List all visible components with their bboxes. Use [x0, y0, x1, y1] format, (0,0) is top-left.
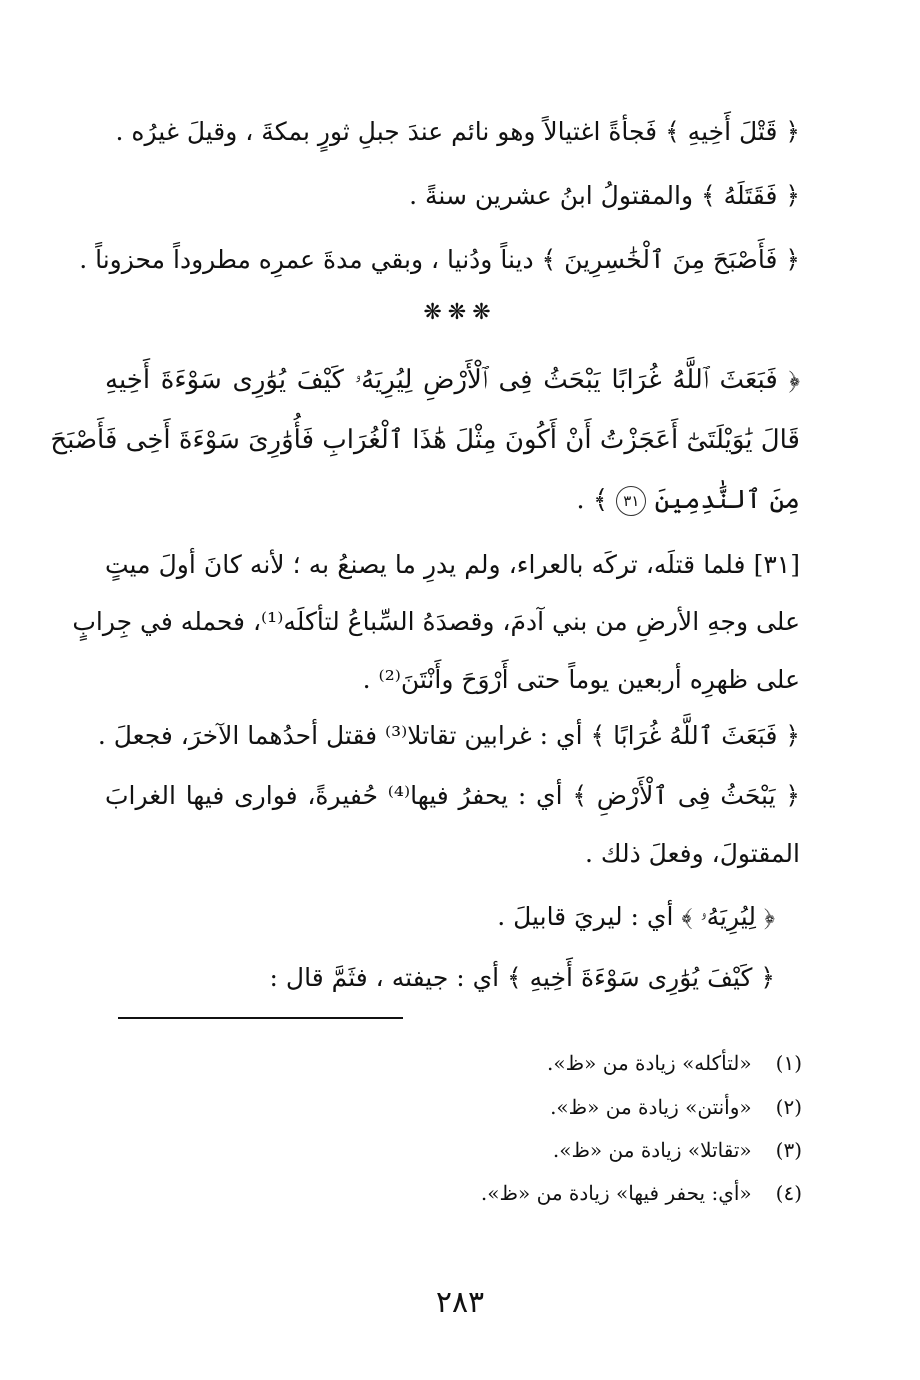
footnote-number: (٣)	[775, 1138, 802, 1162]
footnote	[481, 1178, 802, 1208]
footnote-text: «أي: يحفر فيها» زيادة من «ظ».	[480, 1181, 752, 1205]
commentary-line: على وجهِ الأرضِ من بني آدمَ، وقصدَهُ السِّباعُ لتأكلَه⁽¹⁾، فحمله في جِرابٍ	[72, 607, 800, 636]
verse-text: مِنَ ٱلنَّٰدِمِينَ	[654, 485, 800, 515]
tafsir-line: ﴿ قَتْلَ أَخِيهِ ﴾ فَجأةً اغتيالاً وهو نائم عندَ جبلِ ثورٍ بمكةَ ، وقيلَ غيرُه .	[115, 117, 800, 146]
page-number: ٢٨٣	[435, 1285, 485, 1320]
ayah-number-mark: ٣١	[616, 486, 646, 516]
commentary-line: ﴿ لِيُرِيَهُۥ ﴾ أي : ليريَ قابيلَ .	[497, 902, 775, 931]
tafsir-line: ﴿ فَأَصْبَحَ مِنَ ٱلْخَٰسِرِينَ ﴾ ديناً ودُنيا ، وبقي مدةَ عمرِه مطروداً محزوناً .	[79, 245, 800, 274]
quran-verse-line: قَالَ يَٰوَيْلَتَىٰٓ أَعَجَزْتُ أَنْ أَكُونَ مِثْلَ هَٰذَا ٱلْغُرَابِ فَأُوَٰرِىَ سَوْءَةَ أَخِى فَأَصْبَحَ	[50, 425, 800, 455]
tafsir-line: ﴿ فَقَتَلَهُ ﴾ والمقتولُ ابنُ عشرين سنةً .	[409, 181, 800, 210]
footnote-text: «تقاتلا» زيادة من «ظ».	[552, 1138, 752, 1162]
footnote-number: (٤)	[775, 1181, 802, 1205]
commentary-line: [٣١] فلما قتلَه، تركَه بالعراء، ولم يدرِ ما يصنعُ به ؛ لأنه كانَ أولَ ميتٍ	[105, 550, 800, 579]
commentary-line: المقتولَ، وفعلَ ذلك .	[585, 839, 800, 868]
verse-close: ﴾ .	[576, 485, 609, 515]
commentary-line: ﴿ كَيْفَ يُوَٰرِى سَوْءَةَ أَخِيهِ ﴾ أي : جيفته ، فثَمَّ قال :	[269, 963, 775, 992]
footnote	[553, 1135, 802, 1165]
footnote-rule	[118, 1017, 403, 1019]
footnote-number: (١)	[775, 1051, 802, 1075]
quran-verse-line: ﴿ فَبَعَثَ ٱللَّهُ غُرَابًا يَبْحَثُ فِى ٱلْأَرْضِ لِيُرِيَهُۥ كَيْفَ يُوَٰرِى سَوْءَةَ أَخِيهِ	[105, 365, 800, 395]
footnote-text: «لتأكله» زيادة من «ظ».	[547, 1051, 752, 1075]
commentary-line: ﴿ يَبْحَثُ فِى ٱلْأَرْضِ ﴾ أي : يحفرُ فيها⁽⁴⁾ حُفيرةً، فوارى فيها الغرابَ	[105, 781, 800, 810]
section-separator: ❋❋❋	[423, 300, 497, 325]
commentary-line: على ظهرِه أربعين يوماً حتى أَرْوَحَ وأَنْتَنَ⁽²⁾ .	[362, 665, 800, 694]
footnote	[547, 1048, 802, 1078]
commentary-line: ﴿ فَبَعَثَ ٱللَّهُ غُرَابًا ﴾ أي : غرابين تقاتلا⁽³⁾ فقتل أحدُهما الآخرَ، فجعلَ .	[97, 721, 800, 750]
quran-verse-line-last	[105, 480, 800, 520]
footnote	[550, 1092, 802, 1122]
footnote-number: (٢)	[775, 1095, 802, 1119]
footnote-text: «وأنتن» زيادة من «ظ».	[550, 1095, 752, 1119]
